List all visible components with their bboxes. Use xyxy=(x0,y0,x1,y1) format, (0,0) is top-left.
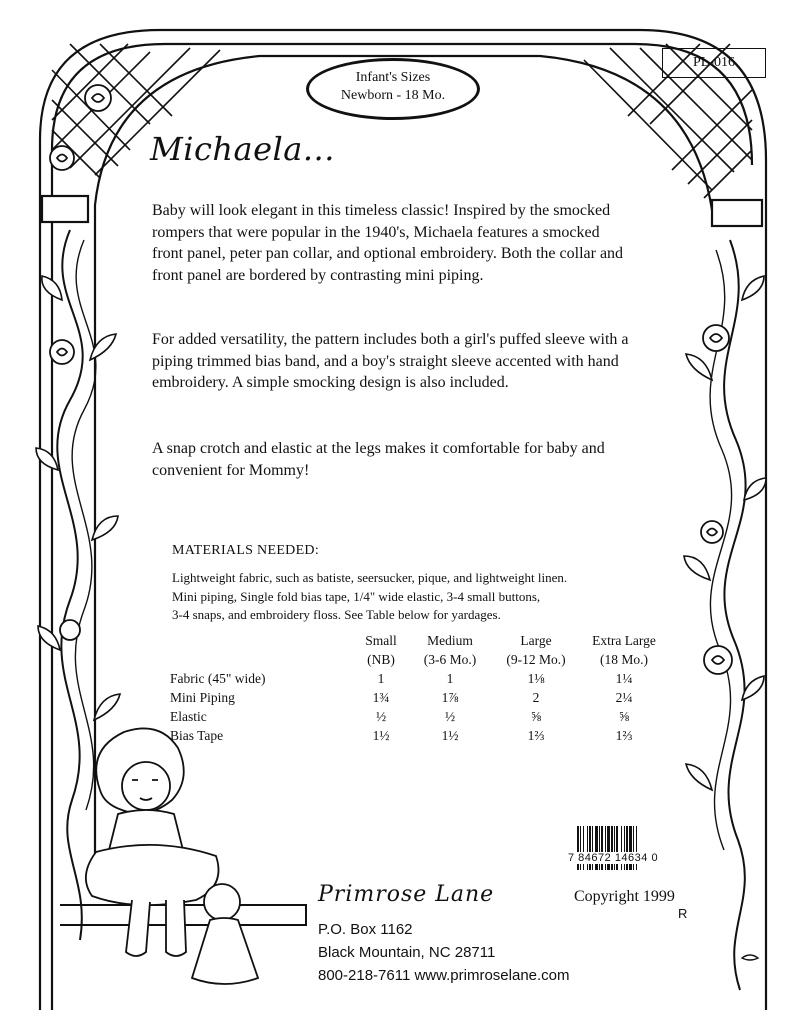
row-item: Bias Tape xyxy=(170,727,224,743)
column-header: Extra Large xyxy=(592,632,656,648)
table-cell: 1 xyxy=(446,670,454,686)
barcode-number: 7 84672 14634 0 xyxy=(568,852,659,864)
table-cell: 1 xyxy=(377,670,385,686)
table-cell: 1⅔ xyxy=(615,727,633,743)
pattern-title: Michaela... xyxy=(150,130,335,168)
materials-line: Mini piping, Single fold bias tape, 1/4" wide elastic, 3-4 small buttons, xyxy=(172,588,541,604)
table-cell: ⅝ xyxy=(530,708,542,724)
description-paragraph-2: For added versatility, the pattern includes both a girl's puffed sleeve with a piping trimmed bias band, and a boy's straight sleeve accented with hand embroidery. A simple smocking design is also included. xyxy=(152,331,629,391)
size-range-badge xyxy=(306,58,480,120)
table-subheader-row xyxy=(170,650,670,669)
table-cell: ½ xyxy=(444,708,456,724)
table-header-row xyxy=(170,631,670,650)
description-paragraph-1: Baby will look elegant in this timeless classic! Inspired by the smocked rompers that were popular in the 1940's, Michaela features a smocked front panel, peter pan collar, and optional embroidery. Both the collar and front panel are bordered by contrasting mini piping. xyxy=(152,202,624,284)
publisher-address xyxy=(318,918,570,987)
table-cell: 1⅔ xyxy=(527,727,545,743)
column-header: Large xyxy=(520,632,552,648)
table-cell: 2¼ xyxy=(615,689,633,705)
column-subheader: (18 Mo.) xyxy=(600,651,648,667)
column-subheader: (9-12 Mo.) xyxy=(506,651,566,667)
column-subheader: (3-6 Mo.) xyxy=(423,651,477,667)
size-badge-line2: Newborn - 18 Mo. xyxy=(340,88,446,103)
table-row xyxy=(170,707,670,726)
row-item: Fabric (45" wide) xyxy=(170,670,266,686)
row-item: Elastic xyxy=(170,708,207,724)
table-cell: ⅝ xyxy=(618,708,630,724)
table-cell: 1½ xyxy=(441,727,459,743)
yardage-table xyxy=(170,631,670,745)
pattern-code: PL-016 xyxy=(662,48,766,78)
materials-heading: MATERIALS NEEDED: xyxy=(172,543,320,558)
copyright-notice: Copyright 1999 xyxy=(574,888,675,905)
description-paragraph-3: A snap crotch and elastic at the legs makes it comfortable for baby and convenient for Mommy! xyxy=(152,440,605,479)
table-cell: 1¾ xyxy=(372,689,390,705)
materials-line: Lightweight fabric, such as batiste, seersucker, pique, and lightweight linen. xyxy=(172,570,568,585)
table-cell: 1¼ xyxy=(615,670,633,686)
table-row xyxy=(170,669,670,688)
table-cell: 1½ xyxy=(372,727,390,743)
size-badge-line1: Infant's Sizes xyxy=(355,70,431,85)
materials-description xyxy=(172,569,642,625)
publisher-name: Primrose Lane xyxy=(318,882,495,907)
table-cell: 1⅛ xyxy=(527,670,545,686)
table-cell: 1⅞ xyxy=(441,689,459,705)
address-line: P.O. Box 1162 xyxy=(318,921,413,938)
handwritten-mark: R xyxy=(678,906,688,921)
column-header: Small xyxy=(365,632,397,648)
table-row xyxy=(170,688,670,707)
table-cell: 2 xyxy=(532,689,540,705)
row-item: Mini Piping xyxy=(170,689,235,705)
materials-line: 3-4 snaps, and embroidery floss. See Table below for yardages. xyxy=(172,607,501,622)
contact-line: 800-218-7611 www.primroselane.com xyxy=(318,967,570,984)
column-header: Medium xyxy=(427,632,473,648)
table-row xyxy=(170,726,670,745)
table-cell: ½ xyxy=(375,708,387,724)
address-line: Black Mountain, NC 28711 xyxy=(318,944,496,961)
column-subheader: (NB) xyxy=(367,651,395,667)
